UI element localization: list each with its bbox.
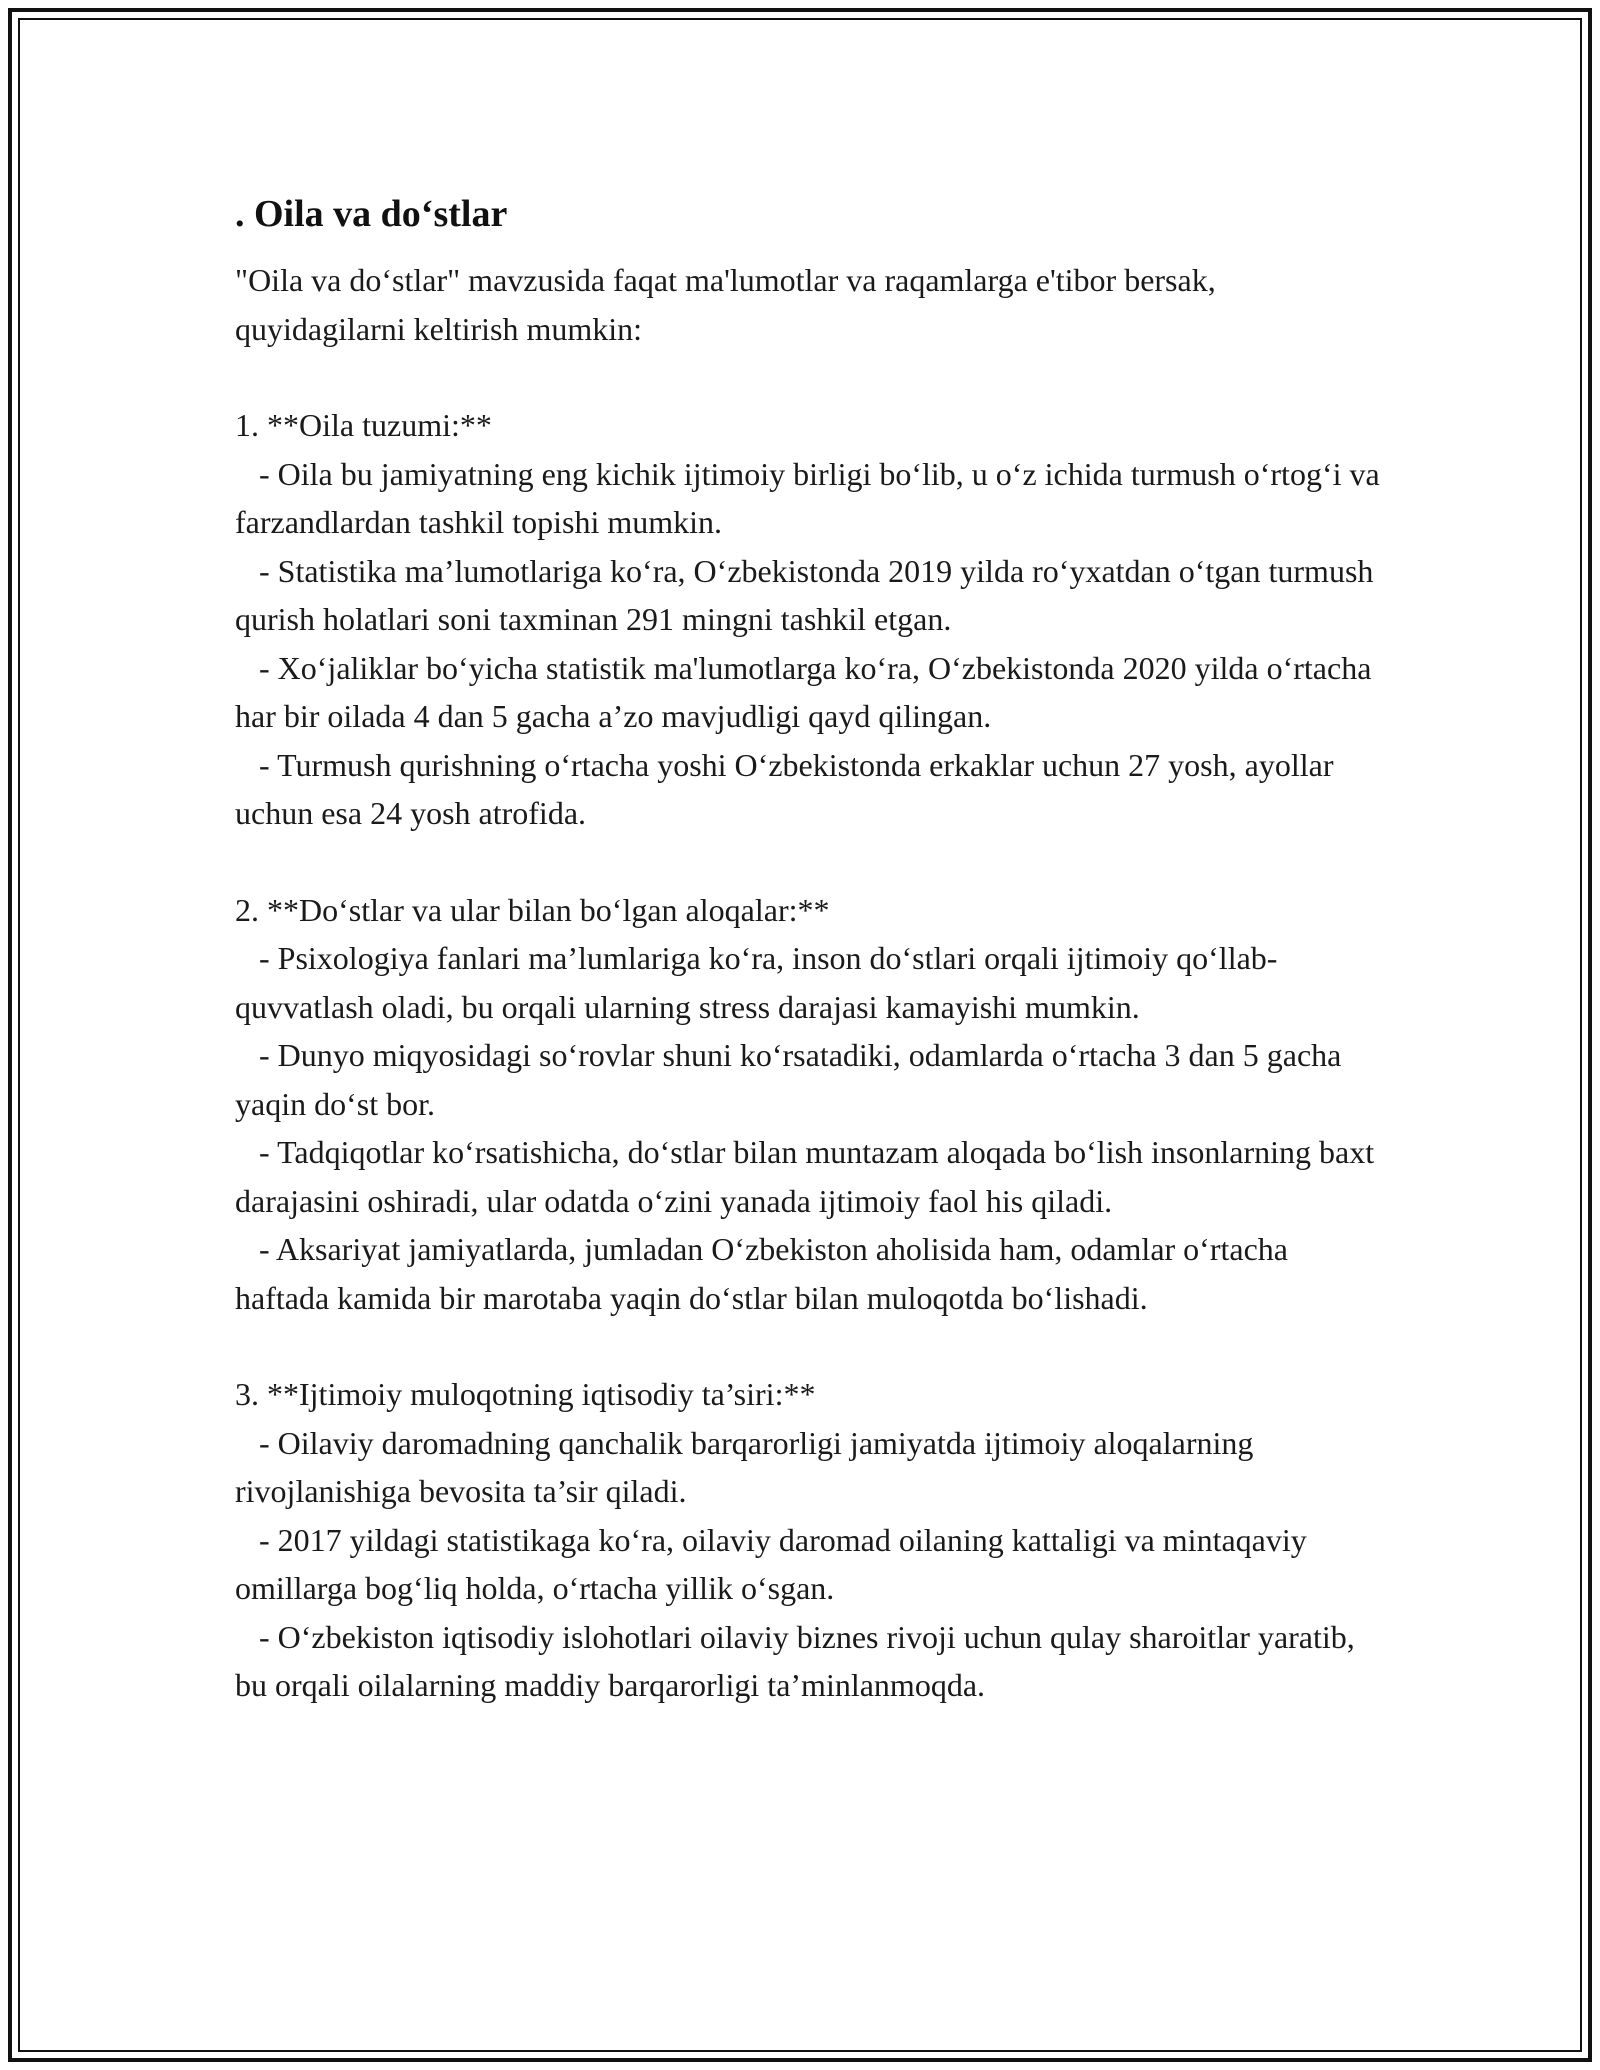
bullet-item bbox=[235, 450, 1385, 547]
bullet-item bbox=[235, 644, 1385, 741]
bullet-item bbox=[235, 1225, 1385, 1322]
document-body bbox=[235, 186, 1385, 1710]
bullet-text: - Oila bu jamiyatning eng kichik ijtimoiy birligi bo‘lib, u o‘z ichida turmush o‘rtog‘i va farzandlardan tashkil topishi mumkin. bbox=[235, 455, 1380, 540]
bullet-text: - 2017 yildagi statistikaga ko‘ra, oilaviy daromad oilaning kattaligi va mintaqaviy omillarga bog‘liq holda, o‘rtacha yillik o‘sgan. bbox=[235, 1521, 1307, 1606]
bullet-text: - O‘zbekiston iqtisodiy islohotlari oilaviy biznes rivoji uchun qulay sharoitlar yaratib, bu orqali oilalarning maddiy barqarorligi ta’minlanmoqda. bbox=[235, 1618, 1355, 1703]
intro-paragraph: "Oila va do‘stlar" mavzusida faqat ma'lumotlar va raqamlarga e'tibor bersak, quyidagilarni keltirish mumkin: bbox=[235, 262, 1216, 347]
bullet-item bbox=[235, 1613, 1385, 1710]
bullet-text: - Dunyo miqyosidagi so‘rovlar shuni ko‘rsatadiki, odamlarda o‘rtacha 3 dan 5 gacha yaqin do‘st bor. bbox=[235, 1037, 1342, 1122]
section-economic-impact bbox=[235, 1370, 1385, 1710]
bullet-text: - Turmush qurishning o‘rtacha yoshi O‘zbekistonda erkaklar uchun 27 yosh, ayollar uchun esa 24 yosh atrofida. bbox=[235, 746, 1334, 831]
bullet-text: - Oilaviy daromadning qanchalik barqarorligi jamiyatda ijtimoiy aloqalarning rivojlanishiga bevosita ta’sir qiladi. bbox=[235, 1424, 1254, 1509]
section-heading: 3. **Ijtimoiy muloqotning iqtisodiy ta’siri:** bbox=[235, 1376, 816, 1412]
bullet-item bbox=[235, 934, 1385, 1031]
document-title: . Oila va do‘stlar bbox=[235, 193, 508, 235]
bullet-text: - Xo‘jaliklar bo‘yicha statistik ma'lumotlarga ko‘ra, O‘zbekistonda 2020 yilda o‘rtacha har bir oilada 4 dan 5 gacha a’zo mavjudligi qayd qilingan. bbox=[235, 649, 1372, 734]
bullet-text: - Statistika ma’lumotlariga ko‘ra, O‘zbekistonda 2019 yilda ro‘yxatdan o‘tgan turmush qurish holatlari soni taxminan 291 mingni tashkil etgan. bbox=[235, 552, 1374, 637]
section-heading: 2. **Do‘stlar va ular bilan bo‘lgan aloqalar:** bbox=[235, 891, 830, 928]
bullet-item bbox=[235, 1516, 1385, 1613]
bullet-item bbox=[235, 1031, 1385, 1128]
bullet-text: - Aksariyat jamiyatlarda, jumladan O‘zbekiston aholisida ham, odamlar o‘rtacha haftada kamida bir marotaba yaqin do‘stlar bilan muloqotda bo‘lishadi. bbox=[235, 1231, 1288, 1316]
section-family-structure bbox=[235, 401, 1385, 838]
bullet-text: - Tadqiqotlar ko‘rsatishicha, do‘stlar bilan muntazam aloqada bo‘lish insonlarning baxt darajasini oshiradi, ular odatda o‘zini yanada ijtimoiy faol his qiladi. bbox=[235, 1134, 1375, 1219]
bullet-item bbox=[235, 1419, 1385, 1516]
bullet-item bbox=[235, 741, 1385, 838]
bullet-item bbox=[235, 547, 1385, 644]
bullet-text: - Psixologiya fanlari ma’lumlariga ko‘ra, inson do‘stlari orqali ijtimoiy qo‘llab-quvvatlash oladi, bu orqali ularning stress darajasi kamayishi mumkin. bbox=[235, 940, 1278, 1025]
section-friends bbox=[235, 886, 1385, 1323]
bullet-item bbox=[235, 1128, 1385, 1225]
section-heading: 1. **Oila tuzumi:** bbox=[235, 407, 492, 443]
